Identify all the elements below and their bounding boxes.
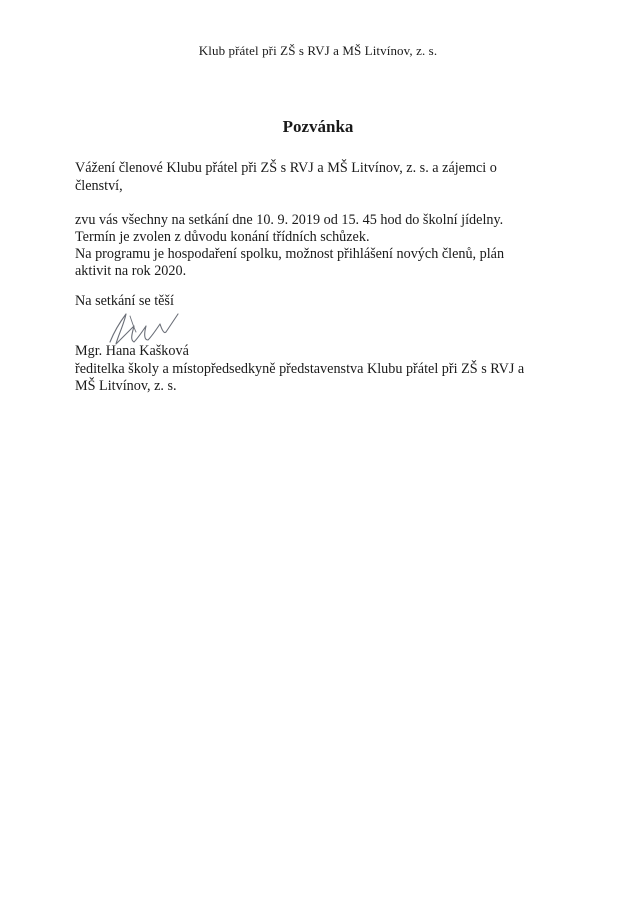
greeting-line-2: členství, (75, 178, 123, 194)
document-title: Pozvánka (282, 117, 354, 136)
greeting-line-1: Vážení členové Klubu přátel při ZŠ s RVJ a MŠ Litvínov, z. s. a zájemci o (75, 160, 497, 176)
letterhead: Klub přátel při ZŠ s RVJ a MŠ Litvínov, z. s. (198, 43, 438, 58)
body-line-3: Na programu je hospodaření spolku, možnost přihlášení nových členů, plán (75, 246, 505, 262)
body-line-2: Termín je zvolen z důvodu konání třídních schůzek. (75, 229, 370, 245)
closing-line: Na setkání se těší (75, 293, 174, 309)
body-line-1: zvu vás všechny na setkání dne 10. 9. 2019 od 15. 45 hod do školní jídelny. (75, 212, 504, 228)
signatory-role-line-1: ředitelka školy a místopředsedkyně představenstva Klubu přátel při ZŠ s RVJ a (75, 361, 525, 377)
signatory-role-line-2: MŠ Litvínov, z. s. (75, 378, 177, 394)
body-line-4: aktivit na rok 2020. (75, 263, 187, 279)
signatory-name: Mgr. Hana Kašková (75, 343, 189, 359)
